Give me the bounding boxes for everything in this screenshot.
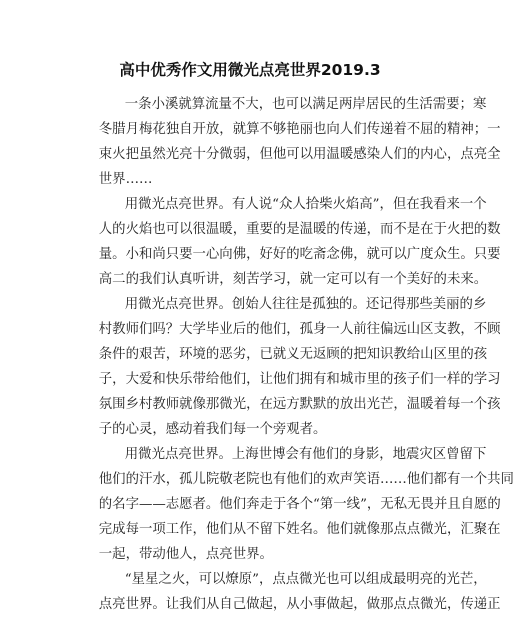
text-line: 完成每一项工作，他们从不留下姓名。他们就像那点点微光，汇聚在 bbox=[98, 522, 501, 537]
paragraph-1 bbox=[72, 92, 501, 192]
paragraph-2 bbox=[72, 192, 501, 292]
text-line: 条件的艰苦，环境的恶劣，已就义无返顾的把知识教给山区里的孩 bbox=[98, 347, 488, 362]
text-line: 点亮世界。让我们从自己做起，从小事做起，做那点点微光，传递正 bbox=[98, 597, 501, 612]
paragraph-5 bbox=[72, 567, 501, 617]
text-line: 人的火焰也可以很温暖，重要的是温暖的传递，而不是在于火把的数 bbox=[98, 222, 501, 237]
text-line: 世界…… bbox=[98, 172, 153, 187]
text-line: 冬腊月梅花独自开放，就算不够艳丽也向人们传递着不屈的精神；一 bbox=[98, 122, 501, 137]
text-line: 村教师们吗？大学毕业后的他们，孤身一人前往偏远山区支教，不顾 bbox=[98, 322, 501, 337]
text-line: 他们的汗水，孤儿院敬老院也有他们的欢声笑语……他们都有一个共同 bbox=[98, 472, 514, 487]
text-line: 的名字——志愿者。他们奔走于各个“第一线”，无私无畏并且自愿的 bbox=[98, 497, 501, 512]
text-line: 高二的我们认真听讲，刻苦学习，就一定可以有一个美好的未来。 bbox=[98, 272, 488, 287]
text-line: 束火把虽然光亮十分微弱，但他可以用温暖感染人们的内心，点亮全 bbox=[98, 147, 501, 162]
document-body bbox=[72, 92, 514, 617]
text-line: 氛围乡村教师就像那微光，在远方默默的放出光芒，温暖着每一个孩 bbox=[98, 397, 501, 412]
text-line: 量。小和尚只要一心向佛，好好的吃斋念佛，就可以广度众生。只要 bbox=[98, 247, 501, 262]
document-title: 高中优秀作文用微光点亮世界2019.3 bbox=[119, 61, 381, 79]
text-line: 用微光点亮世界。上海世博会有他们的身影，地震灾区曾留下 bbox=[124, 447, 487, 462]
text-line: 一条小溪就算流量不大，也可以满足两岸居民的生活需要；寒 bbox=[124, 97, 487, 112]
paragraph-4 bbox=[72, 442, 514, 567]
text-line: 子，大爱和快乐带给他们，让他们拥有和城市里的孩子们一样的学习 bbox=[98, 372, 501, 387]
text-line: 用微光点亮世界。创始人往往是孤独的。还记得那些美丽的乡 bbox=[124, 297, 487, 312]
text-line: “星星之火，可以燎原”，点点微光也可以组成最明亮的光芒， bbox=[124, 572, 487, 587]
paragraph-3 bbox=[72, 292, 501, 442]
text-line: 一起，带动他人，点亮世界。 bbox=[98, 547, 273, 562]
text-line: 子的心灵，感动着我们每一个旁观者。 bbox=[98, 422, 327, 437]
text-line: 用微光点亮世界。有人说“众人拾柴火焰高”，但在我看来一个 bbox=[124, 197, 487, 212]
